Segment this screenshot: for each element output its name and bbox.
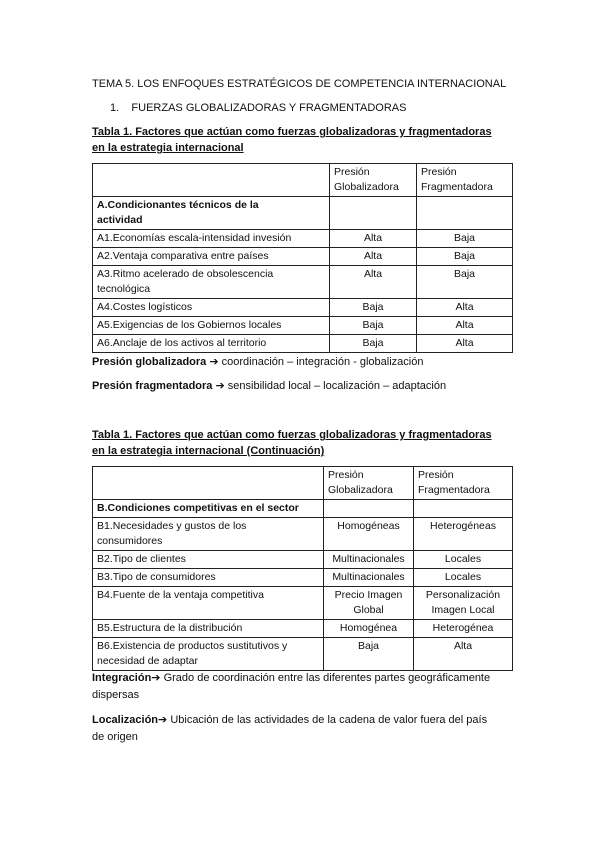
table2-frag-value: Personalización Imagen Local	[414, 587, 513, 620]
note-integracion	[92, 670, 517, 704]
table2-frag-value: Alta	[414, 638, 513, 671]
table2	[92, 466, 513, 671]
table-row	[93, 638, 513, 671]
table1-factor: A1.Economías escala-intensidad invesión	[93, 230, 330, 248]
section-title: FUERZAS GLOBALIZADORAS Y FRAGMENTADORAS	[131, 102, 407, 114]
table2-factor: B5.Estructura de la distribución	[93, 620, 324, 638]
section-heading	[110, 101, 406, 116]
table2-header-factor	[93, 467, 324, 500]
note-term: Localización	[92, 714, 159, 726]
table-row	[93, 230, 513, 248]
table2-frag-value: Locales	[414, 569, 513, 587]
table1-glob-value: Baja	[330, 317, 417, 335]
table1-frag-value: Alta	[417, 317, 513, 335]
table-row	[93, 587, 513, 620]
table1-header-factor	[93, 164, 330, 197]
note-term: Integración	[92, 672, 152, 684]
note-text: coordinación – integración - globalización	[221, 356, 424, 368]
table1-group-row	[93, 197, 513, 230]
note-text: de origen	[92, 731, 138, 743]
table2-group-row	[93, 500, 513, 518]
arrow-right-icon: ➔	[151, 672, 161, 684]
table1-factor: A3.Ritmo acelerado de obsolescencia tecnológica	[93, 266, 330, 299]
table-row	[93, 335, 513, 353]
table-row	[93, 518, 513, 551]
table1-factor: A6.Anclaje de los activos al territorio	[93, 335, 330, 353]
table-row	[93, 569, 513, 587]
note-term: Presión fragmentadora	[92, 380, 213, 392]
note-text: Grado de coordinación entre las diferentes partes geográficamente	[163, 672, 491, 684]
table1-glob-value: Alta	[330, 230, 417, 248]
table2-factor: B6.Existencia de productos sustitutivos y necesidad de adaptar	[93, 638, 324, 671]
table2-glob-value: Precio Imagen Global	[324, 587, 414, 620]
table2-frag-value: Heterogéneas	[414, 518, 513, 551]
table2-header-frag: Presión Fragmentadora	[414, 467, 513, 500]
table1-glob-value: Baja	[330, 335, 417, 353]
table1-frag-value: Baja	[417, 266, 513, 299]
section-number: 1.	[110, 102, 120, 114]
topic-title: TEMA 5. LOS ENFOQUES ESTRATÉGICOS DE COMPETENCIA INTERNACIONAL	[92, 78, 507, 90]
table-row	[93, 266, 513, 299]
note-localizacion	[92, 712, 517, 746]
table2-factor: B1.Necesidades y gustos de los consumidores	[93, 518, 324, 551]
table2-glob-value: Homogénea	[324, 620, 414, 638]
arrow-right-icon: ➔	[158, 714, 168, 726]
table-row	[93, 620, 513, 638]
table1-glob-value: Alta	[330, 248, 417, 266]
table2-caption-line2: en la estrategia internacional (Continuación)	[92, 445, 325, 457]
table1-caption-line1: Tabla 1. Factores que actúan como fuerzas globalizadoras y fragmentadoras	[92, 126, 492, 138]
table1-factor: A2.Ventaja comparativa entre países	[93, 248, 330, 266]
table2-frag-value: Heterogénea	[414, 620, 513, 638]
table1	[92, 163, 513, 353]
table1-glob-value: Alta	[330, 266, 417, 299]
table-row	[93, 299, 513, 317]
note-text: Ubicación de las actividades de la cadena de valor fuera del país	[170, 714, 488, 726]
note-presion-fragmentadora	[92, 379, 446, 394]
table1-factor: A5.Exigencias de los Gobiernos locales	[93, 317, 330, 335]
table1-group-title: A.Condicionantes técnicos de la actividad	[93, 197, 330, 230]
table1-frag-value: Baja	[417, 230, 513, 248]
note-presion-globalizadora	[92, 355, 423, 370]
arrow-right-icon: ➔	[215, 380, 225, 392]
table-row	[93, 551, 513, 569]
table1-glob-value: Baja	[330, 299, 417, 317]
table2-header-row	[93, 467, 513, 500]
arrow-right-icon: ➔	[209, 356, 219, 368]
table1-frag-value: Alta	[417, 335, 513, 353]
table-row	[93, 248, 513, 266]
table2-frag-value: Locales	[414, 551, 513, 569]
table2-glob-value: Multinacionales	[324, 551, 414, 569]
note-text: sensibilidad local – localización – adaptación	[227, 380, 447, 392]
table1-factor: A4.Costes logísticos	[93, 299, 330, 317]
table2-glob-value: Homogéneas	[324, 518, 414, 551]
table1-header-glob: Presión Globalizadora	[330, 164, 417, 197]
table2-group-title: B.Condiciones competitivas en el sector	[93, 500, 324, 518]
table2-factor: B2.Tipo de clientes	[93, 551, 324, 569]
table2-factor: B4.Fuente de la ventaja competitiva	[93, 587, 324, 620]
note-term: Presión globalizadora	[92, 356, 207, 368]
table2-caption-line1: Tabla 1. Factores que actúan como fuerzas globalizadoras y fragmentadoras	[92, 429, 492, 441]
table2-glob-value: Multinacionales	[324, 569, 414, 587]
table2-glob-value: Baja	[324, 638, 414, 671]
table2-factor: B3.Tipo de consumidores	[93, 569, 324, 587]
table1-frag-value: Alta	[417, 299, 513, 317]
table1-header-frag: Presión Fragmentadora	[417, 164, 513, 197]
table1-header-row	[93, 164, 513, 197]
table2-header-glob: Presión Globalizadora	[324, 467, 414, 500]
note-text: dispersas	[92, 689, 140, 701]
table1-frag-value: Baja	[417, 248, 513, 266]
table1-caption-line2: en la estrategia internacional	[92, 142, 244, 154]
table-row	[93, 317, 513, 335]
